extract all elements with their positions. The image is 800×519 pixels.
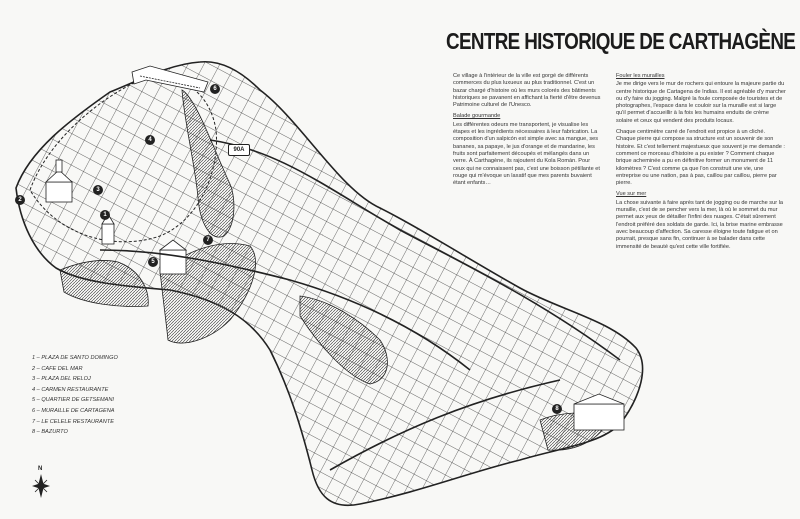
text-column-right	[616, 73, 786, 255]
compass-rose-icon	[30, 466, 52, 500]
legend-item: 2 – CAFE DEL MAR	[32, 365, 83, 372]
legend-item: 3 – PLAZA DEL RELOJ	[32, 376, 91, 383]
map-marker[interactable]: 2	[15, 195, 25, 205]
legend-item: 5 – QUARTIER DE GETSEMANI	[32, 397, 114, 404]
intro-paragraph: Ce village à l'intérieur de la ville est gorgé de différents commerces du plus luxueux au plus traditionnel. C'est un bazar chargé d'histoire où les murs colorés des bâtiments historiques se pavanent en affichant la fierté d'être devenus Patrimoine culturel de l'Unesco.	[453, 73, 601, 109]
legend-item: 4 – CARMEN RESTAURANTE	[32, 386, 109, 393]
map-marker[interactable]: 5	[148, 257, 158, 267]
map-marker[interactable]: 8	[552, 404, 562, 414]
map-marker[interactable]: 4	[145, 135, 155, 145]
road-number-badge: 90A	[228, 144, 250, 156]
text-column-left	[453, 73, 601, 191]
section-heading: Fouler les murailles	[616, 73, 665, 79]
section-heading: Balade gourmande	[453, 113, 501, 120]
section-text: Les différentes odeurs me transportent, je visualise les étapes et les ingrédients nécessaires à leur fabrication. La composition d'un salpicón est simple avec sa mangue, ses bananes, sa papaye, le jus d'orange et de mandarine, les fruits sont parfaitement découpés et mélangés dans un verre. À Carthagène, ils rajoutent du Kola Román. Pour ceux qui ne connaissent pas, c'est une boisson pétillante et rouge qui m'évoque un laxatif que mes parents buvaient étant enfants…	[453, 121, 600, 187]
legend-item: 1 – PLAZA DE SANTO DOMINGO	[32, 355, 118, 361]
map-marker[interactable]: 3	[93, 185, 103, 195]
map-legend	[32, 353, 172, 438]
map-marker[interactable]: 7	[203, 235, 213, 245]
section-text: Chaque centimètre carré de l'endroit est propice à un cliché. Chaque pierre qui compose sa structure est un souvenir de son histoire. Et c'est tellement majestueux que souvent je me demande : comment ce morceau d'histoire a pu exister ? Comment chaque brique acheminée a pu en définitive former un monument de 11 kilomètres ? C'est comme ça que l'on construit une vie, une entreprise ou une nation, pas à pas, caillou par caillou, pierre par pierre.	[616, 129, 785, 187]
map-marker[interactable]: 6	[210, 84, 220, 94]
section-text: Je me dirige vers le mur de rochers qui entoure la majeure partie du centre historique de Cartagena de Indias. Il est agréable d'y marcher ou d'y faire du jogging. Malgré la foule composée de touristes et de photographes, l'espace dans le couloir sur la muraille est si large qu'il permet d'accueillir à la fois les humains enduits de crème solaire et ceux qui vendent des produits locaux.	[616, 81, 786, 124]
legend-item: 8 – BAZURTO	[32, 429, 68, 436]
legend-item: 7 – LE CELELE RESTAURANTE	[32, 418, 114, 425]
page-title: CENTRE HISTORIQUE DE CARTHAGÈNE	[446, 28, 796, 54]
section-text: La chose suivante à faire après tant de jogging ou de marche sur la muraille, c'est de se pencher vers la mer, là où le sommet du mur permet aux yeux de détailler l'infini des nuages. C'était sûrement l'endroit préféré des soldats de garde. Ici, la brise marine embrasse avec beaucoup d'affection. Sa caresse éloigne toute fatigue et on pourrait, presque sans fin, continuer à se balader dans cette immensité de beauté qu'est cette ville fortifiée.	[616, 199, 783, 250]
legend-item: 6 – MURAILLE DE CARTAGENA	[32, 407, 115, 414]
map-marker[interactable]: 1	[100, 210, 110, 220]
compass-north-label: N	[38, 466, 43, 472]
section-heading: Vue sur mer	[616, 191, 647, 198]
